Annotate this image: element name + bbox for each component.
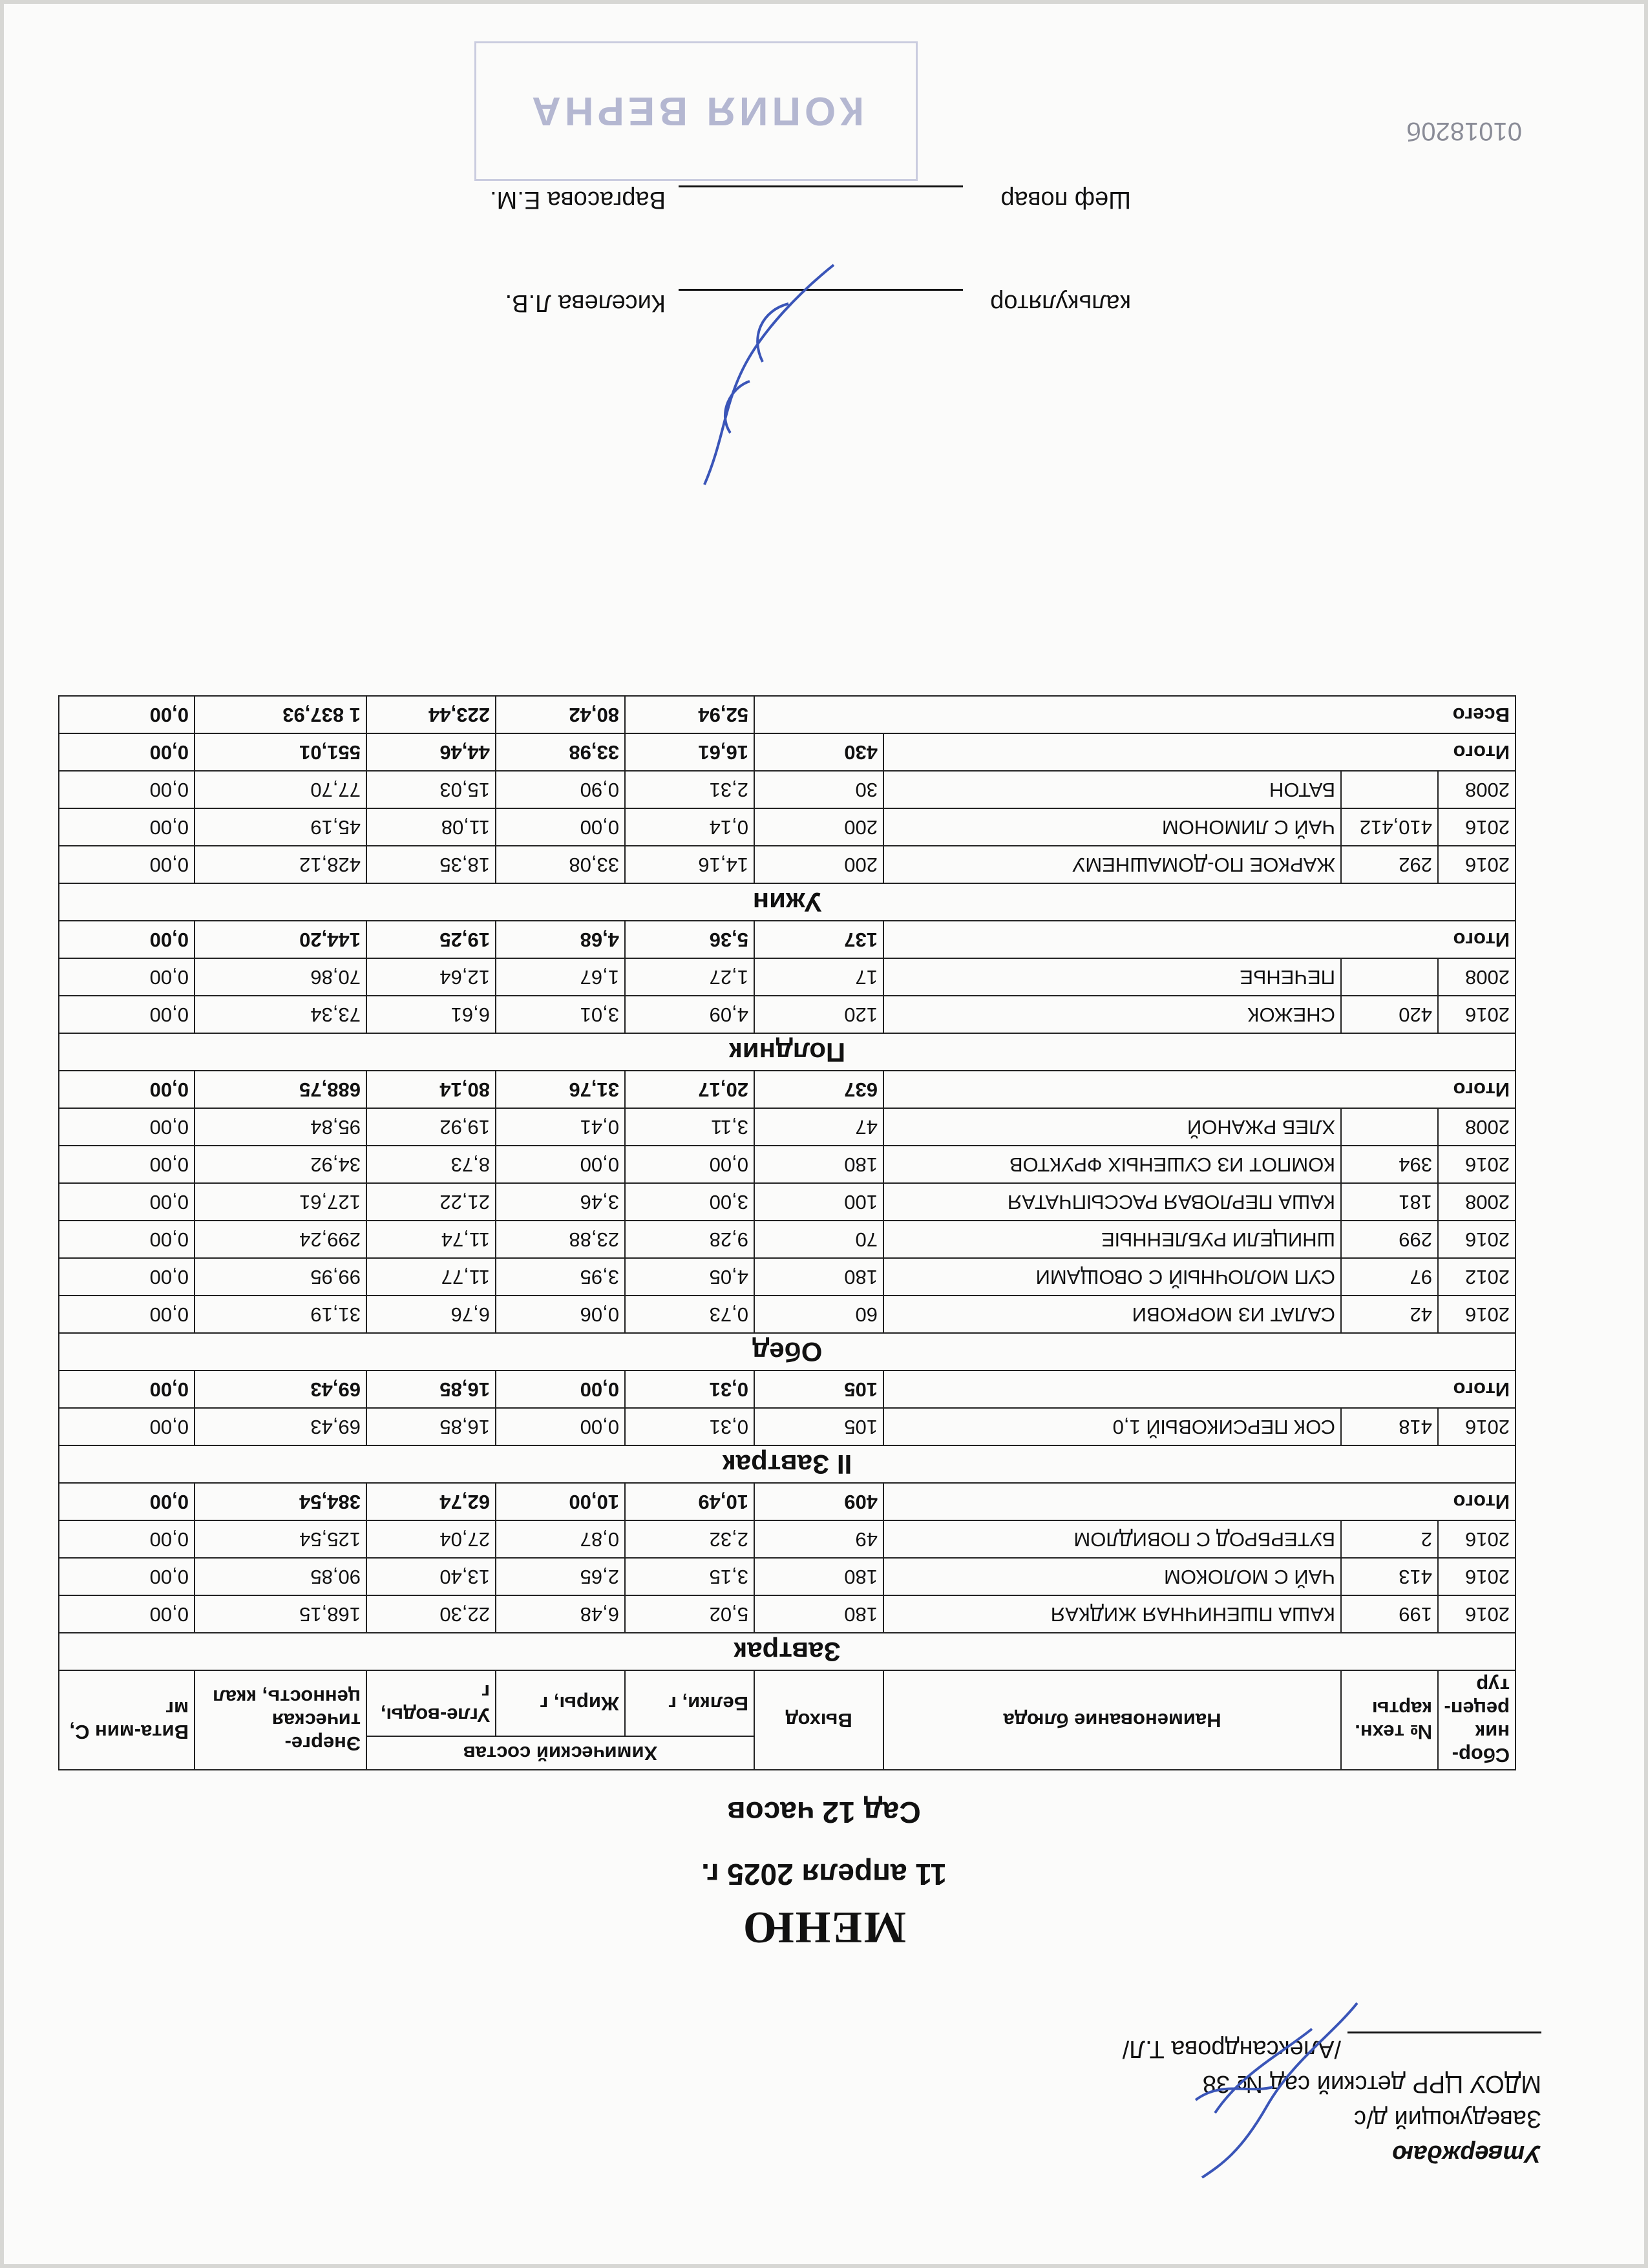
total-energy-cell: 144,20 [195,921,366,958]
grand-total-label: Всего [754,696,1516,733]
table-row [59,1595,1516,1633]
tech-card-cell [1341,958,1438,996]
table-row [59,1108,1516,1146]
table-row [59,1408,1516,1445]
vitamin-cell: 0,00 [59,1296,195,1333]
menu-date: 11 апреля 2025 г. [701,1858,947,1891]
dish-name-cell: ШНИЦЕЛИ РУБЛЕННЫЕ [883,1221,1341,1258]
tech-card-cell: 420 [1341,996,1438,1033]
section-title: Обед [59,1333,1516,1370]
total-carb-cell: 80,14 [366,1071,496,1108]
protein-cell: 9,28 [625,1221,754,1258]
total-vitamin-cell: 0,00 [59,1071,195,1108]
tech-card-cell: 199 [1341,1595,1438,1633]
calculator-role: калькулятор [990,289,1131,317]
sbornik-cell: 2016 [1438,1595,1516,1633]
sbornik-cell: 2016 [1438,996,1516,1033]
chef-signature [490,185,1131,213]
energy-cell: 34,92 [195,1146,366,1183]
output-cell: 105 [754,1408,883,1445]
carb-cell: 22,30 [366,1595,496,1633]
total-vitamin-cell: 0,00 [59,1370,195,1408]
grand-total-fat: 80,42 [496,696,625,733]
energy-cell: 77,70 [195,771,366,808]
energy-cell: 90,85 [195,1558,366,1595]
tech-card-cell: 299 [1341,1221,1438,1258]
section-header [59,883,1516,921]
total-label-cell: Итого [883,1071,1516,1108]
output-cell: 49 [754,1520,883,1558]
vitamin-cell: 0,00 [59,1146,195,1183]
table-row [59,1520,1516,1558]
total-fat-cell: 33,98 [496,733,625,771]
grand-total-row [59,696,1516,733]
menu-body [59,696,1516,1670]
total-energy-cell: 69,43 [195,1370,366,1408]
tech-card-cell: 42 [1341,1296,1438,1333]
output-cell: 200 [754,846,883,883]
protein-cell: 5,02 [625,1595,754,1633]
protein-cell: 0,73 [625,1296,754,1333]
total-vitamin-cell: 0,00 [59,1483,195,1520]
dish-name-cell: КОМПОТ ИЗ СУШЕНЫХ ФРУКТОВ [883,1146,1341,1183]
dish-name-cell: ХЛЕБ РЖАНОЙ [883,1108,1341,1146]
protein-cell: 3,11 [625,1108,754,1146]
total-label-cell: Итого [883,921,1516,958]
fat-cell: 0,06 [496,1296,625,1333]
header-sbornik: Сбор-ник рецеп-тур [1438,1670,1516,1770]
vitamin-cell: 0,00 [59,1258,195,1296]
energy-cell: 95,84 [195,1108,366,1146]
vitamin-cell: 0,00 [59,1558,195,1595]
total-output-cell: 430 [754,733,883,771]
vitamin-cell: 0,00 [59,996,195,1033]
dish-name-cell: БАТОН [883,771,1341,808]
section-title: II Завтрак [59,1445,1516,1483]
tech-card-cell: 97 [1341,1258,1438,1296]
protein-cell: 0,00 [625,1146,754,1183]
carb-cell: 16,85 [366,1408,496,1445]
total-energy-cell: 551,01 [195,733,366,771]
protein-cell: 0,31 [625,1408,754,1445]
tech-card-cell: 410,412 [1341,808,1438,846]
tech-card-cell: 2 [1341,1520,1438,1558]
vitamin-cell: 0,00 [59,958,195,996]
sbornik-cell: 2016 [1438,1221,1516,1258]
fat-cell: 1,67 [496,958,625,996]
tech-card-cell: 181 [1341,1183,1438,1221]
approval-title: Утверждаю [1392,2140,1541,2167]
header-chemical: Химический состав [366,1736,754,1770]
fat-cell: 2,65 [496,1558,625,1595]
protein-cell: 4,05 [625,1258,754,1296]
table-row [59,1221,1516,1258]
dish-name-cell: ЧАЙ С МОЛОКОМ [883,1558,1341,1595]
total-carb-cell: 19,25 [366,921,496,958]
energy-cell: 168,15 [195,1595,366,1633]
energy-cell: 70,86 [195,958,366,996]
vitamin-cell: 0,00 [59,1108,195,1146]
vitamin-cell: 0,00 [59,771,195,808]
energy-cell: 73,34 [195,996,366,1033]
staff-signature [672,239,840,498]
fat-cell: 0,00 [496,808,625,846]
output-cell: 180 [754,1595,883,1633]
document-title: МЕНЮ [741,1902,907,1952]
protein-cell: 4,09 [625,996,754,1033]
total-fat-cell: 0,00 [496,1370,625,1408]
carb-cell: 13,40 [366,1558,496,1595]
fat-cell: 3,46 [496,1183,625,1221]
total-label-cell: Итого [883,1370,1516,1408]
energy-cell: 127,61 [195,1183,366,1221]
output-cell: 200 [754,808,883,846]
protein-cell: 2,31 [625,771,754,808]
section-header [59,1033,1516,1071]
tech-card-cell: 394 [1341,1146,1438,1183]
copy-stamp-text: КОПИЯ ВЕРНА [528,89,865,133]
sbornik-cell: 2016 [1438,808,1516,846]
section-total-row [59,921,1516,958]
header-tech-card: № техн. карты [1341,1670,1438,1770]
sbornik-cell: 2008 [1438,1183,1516,1221]
total-label-cell: Итого [883,733,1516,771]
total-carb-cell: 16,85 [366,1370,496,1408]
total-energy-cell: 688,75 [195,1071,366,1108]
section-header [59,1333,1516,1370]
total-label-cell: Итого [883,1483,1516,1520]
table-row [59,996,1516,1033]
sbornik-cell: 2008 [1438,958,1516,996]
fat-cell: 0,87 [496,1520,625,1558]
carb-cell: 27,04 [366,1520,496,1558]
calculator-name: Киселева Л.В. [505,289,666,317]
output-cell: 180 [754,1258,883,1296]
grand-total-energy: 1 837,93 [195,696,366,733]
output-cell: 180 [754,1146,883,1183]
total-output-cell: 105 [754,1370,883,1408]
chef-role: Шеф повар [1000,186,1131,213]
tech-card-cell [1341,1108,1438,1146]
vitamin-cell: 0,00 [59,1595,195,1633]
total-protein-cell: 5,36 [625,921,754,958]
total-carb-cell: 44,46 [366,733,496,771]
total-carb-cell: 62,74 [366,1483,496,1520]
total-output-cell: 137 [754,921,883,958]
dish-name-cell: СОК ПЕРСИКОВЫЙ 1,0 [883,1408,1341,1445]
output-cell: 100 [754,1183,883,1221]
output-cell: 70 [754,1221,883,1258]
approval-position: Заведующий д/с [1354,2105,1541,2132]
section-header [59,1445,1516,1483]
table-row [59,1183,1516,1221]
section-title: Полдник [59,1033,1516,1071]
output-cell: 120 [754,996,883,1033]
dish-name-cell: ПЕЧЕНЬЕ [883,958,1341,996]
carb-cell: 6,61 [366,996,496,1033]
vitamin-cell: 0,00 [59,808,195,846]
vitamin-cell: 0,00 [59,1183,195,1221]
total-energy-cell: 384,54 [195,1483,366,1520]
section-header [59,1633,1516,1670]
total-vitamin-cell: 0,00 [59,921,195,958]
total-protein-cell: 20,17 [625,1071,754,1108]
total-fat-cell: 31,76 [496,1071,625,1108]
fat-cell: 23,88 [496,1221,625,1258]
sbornik-cell: 2016 [1438,1408,1516,1445]
section-total-row [59,1071,1516,1108]
table-row [59,958,1516,996]
carb-cell: 15,03 [366,771,496,808]
menu-subtitle: Сад 12 часов [727,1796,921,1829]
carb-cell: 19,92 [366,1108,496,1146]
vitamin-cell: 0,00 [59,1520,195,1558]
dish-name-cell: ЧАЙ С ЛИМОНОМ [883,808,1341,846]
dish-name-cell: СНЕЖОК [883,996,1341,1033]
sbornik-cell: 2016 [1438,1296,1516,1333]
sbornik-cell: 2016 [1438,846,1516,883]
sbornik-cell: 2016 [1438,1558,1516,1595]
sbornik-cell: 2016 [1438,1146,1516,1183]
header-dish-name: Наименование блюда [883,1670,1341,1770]
menu-table [58,695,1516,1770]
fat-cell: 0,90 [496,771,625,808]
total-fat-cell: 4,68 [496,921,625,958]
table-row [59,1296,1516,1333]
carb-cell: 18,35 [366,846,496,883]
energy-cell: 31,19 [195,1296,366,1333]
sbornik-cell: 2016 [1438,1520,1516,1558]
protein-cell: 1,27 [625,958,754,996]
vitamin-cell: 0,00 [59,1408,195,1445]
chef-signature-line [679,185,963,207]
grand-total-protein: 52,94 [625,696,754,733]
header-output: Выход [754,1670,883,1770]
protein-cell: 3,15 [625,1558,754,1595]
dish-name-cell: ЖАРКОЕ ПО-ДОМАШНЕМУ [883,846,1341,883]
table-row [59,846,1516,883]
vitamin-cell: 0,00 [59,846,195,883]
copy-stamp [474,41,918,181]
section-title: Ужин [59,883,1516,921]
protein-cell: 0,14 [625,808,754,846]
header-vitamin: Вита-мин С, мг [59,1670,195,1770]
grand-total-carb: 223,44 [366,696,496,733]
table-row [59,1558,1516,1595]
output-cell: 17 [754,958,883,996]
section-title: Завтрак [59,1633,1516,1670]
corner-handwritten-number: 0101820б [1406,117,1522,145]
output-cell: 47 [754,1108,883,1146]
total-protein-cell: 16,61 [625,733,754,771]
energy-cell: 69,43 [195,1408,366,1445]
carb-cell: 11,74 [366,1221,496,1258]
total-protein-cell: 10,49 [625,1483,754,1520]
fat-cell: 0,41 [496,1108,625,1146]
protein-cell: 3,00 [625,1183,754,1221]
approval-signature-line [1347,2032,1541,2053]
sbornik-cell: 2012 [1438,1258,1516,1296]
dish-name-cell: САЛАТ ИЗ МОРКОВИ [883,1296,1341,1333]
total-protein-cell: 0,31 [625,1370,754,1408]
fat-cell: 33,08 [496,846,625,883]
fat-cell: 3,95 [496,1258,625,1296]
approval-organization: МДОУ ЦРР детский сад № 38 [1202,2070,1541,2097]
total-vitamin-cell: 0,00 [59,733,195,771]
protein-cell: 14,16 [625,846,754,883]
dish-name-cell: СУП МОЛОЧНЫЙ С ОВОЩАМИ [883,1258,1341,1296]
header-fat: Жиры, г [496,1670,625,1736]
output-cell: 30 [754,771,883,808]
energy-cell: 299,24 [195,1221,366,1258]
energy-cell: 99,95 [195,1258,366,1296]
carb-cell: 11,08 [366,808,496,846]
tech-card-cell: 292 [1341,846,1438,883]
sbornik-cell: 2008 [1438,771,1516,808]
total-fat-cell: 10,00 [496,1483,625,1520]
header-energy: Энерге-тическая ценность, ккал [195,1670,366,1770]
dish-name-cell: БУТЕРБРОД С ПОВИДЛОМ [883,1520,1341,1558]
energy-cell: 45,19 [195,808,366,846]
section-total-row [59,1370,1516,1408]
total-output-cell: 637 [754,1071,883,1108]
fat-cell: 0,00 [496,1408,625,1445]
carb-cell: 8,73 [366,1146,496,1183]
carb-cell: 21,22 [366,1183,496,1221]
fat-cell: 3,01 [496,996,625,1033]
output-cell: 60 [754,1296,883,1333]
chef-name: Варгасова Е.М. [490,186,666,213]
table-row [59,1258,1516,1296]
header-protein: Белки, г [625,1670,754,1736]
director-signature [1137,1984,1370,2190]
dish-name-cell: КАША ПЕРЛОВАЯ РАССЫПЧАТАЯ [883,1183,1341,1221]
section-total-row [59,733,1516,771]
dish-name-cell: КАША ПШЕНИЧНАЯ ЖИДКАЯ [883,1595,1341,1633]
total-output-cell: 409 [754,1483,883,1520]
tech-card-cell: 413 [1341,1558,1438,1595]
energy-cell: 428,12 [195,846,366,883]
table-row [59,1146,1516,1183]
approval-name: /Александрова Т.Л/ [1122,2035,1341,2063]
energy-cell: 125,54 [195,1520,366,1558]
carb-cell: 11,77 [366,1258,496,1296]
carb-cell: 6,76 [366,1296,496,1333]
carb-cell: 12,64 [366,958,496,996]
fat-cell: 0,00 [496,1146,625,1183]
grand-total-vitamin: 0,00 [59,696,195,733]
tech-card-cell [1341,771,1438,808]
tech-card-cell: 418 [1341,1408,1438,1445]
fat-cell: 6,48 [496,1595,625,1633]
section-total-row [59,1483,1516,1520]
sbornik-cell: 2008 [1438,1108,1516,1146]
table-row [59,771,1516,808]
table-row [59,808,1516,846]
header-carb: Угле-воды, г [366,1670,496,1736]
protein-cell: 2,32 [625,1520,754,1558]
vitamin-cell: 0,00 [59,1221,195,1258]
output-cell: 180 [754,1558,883,1595]
